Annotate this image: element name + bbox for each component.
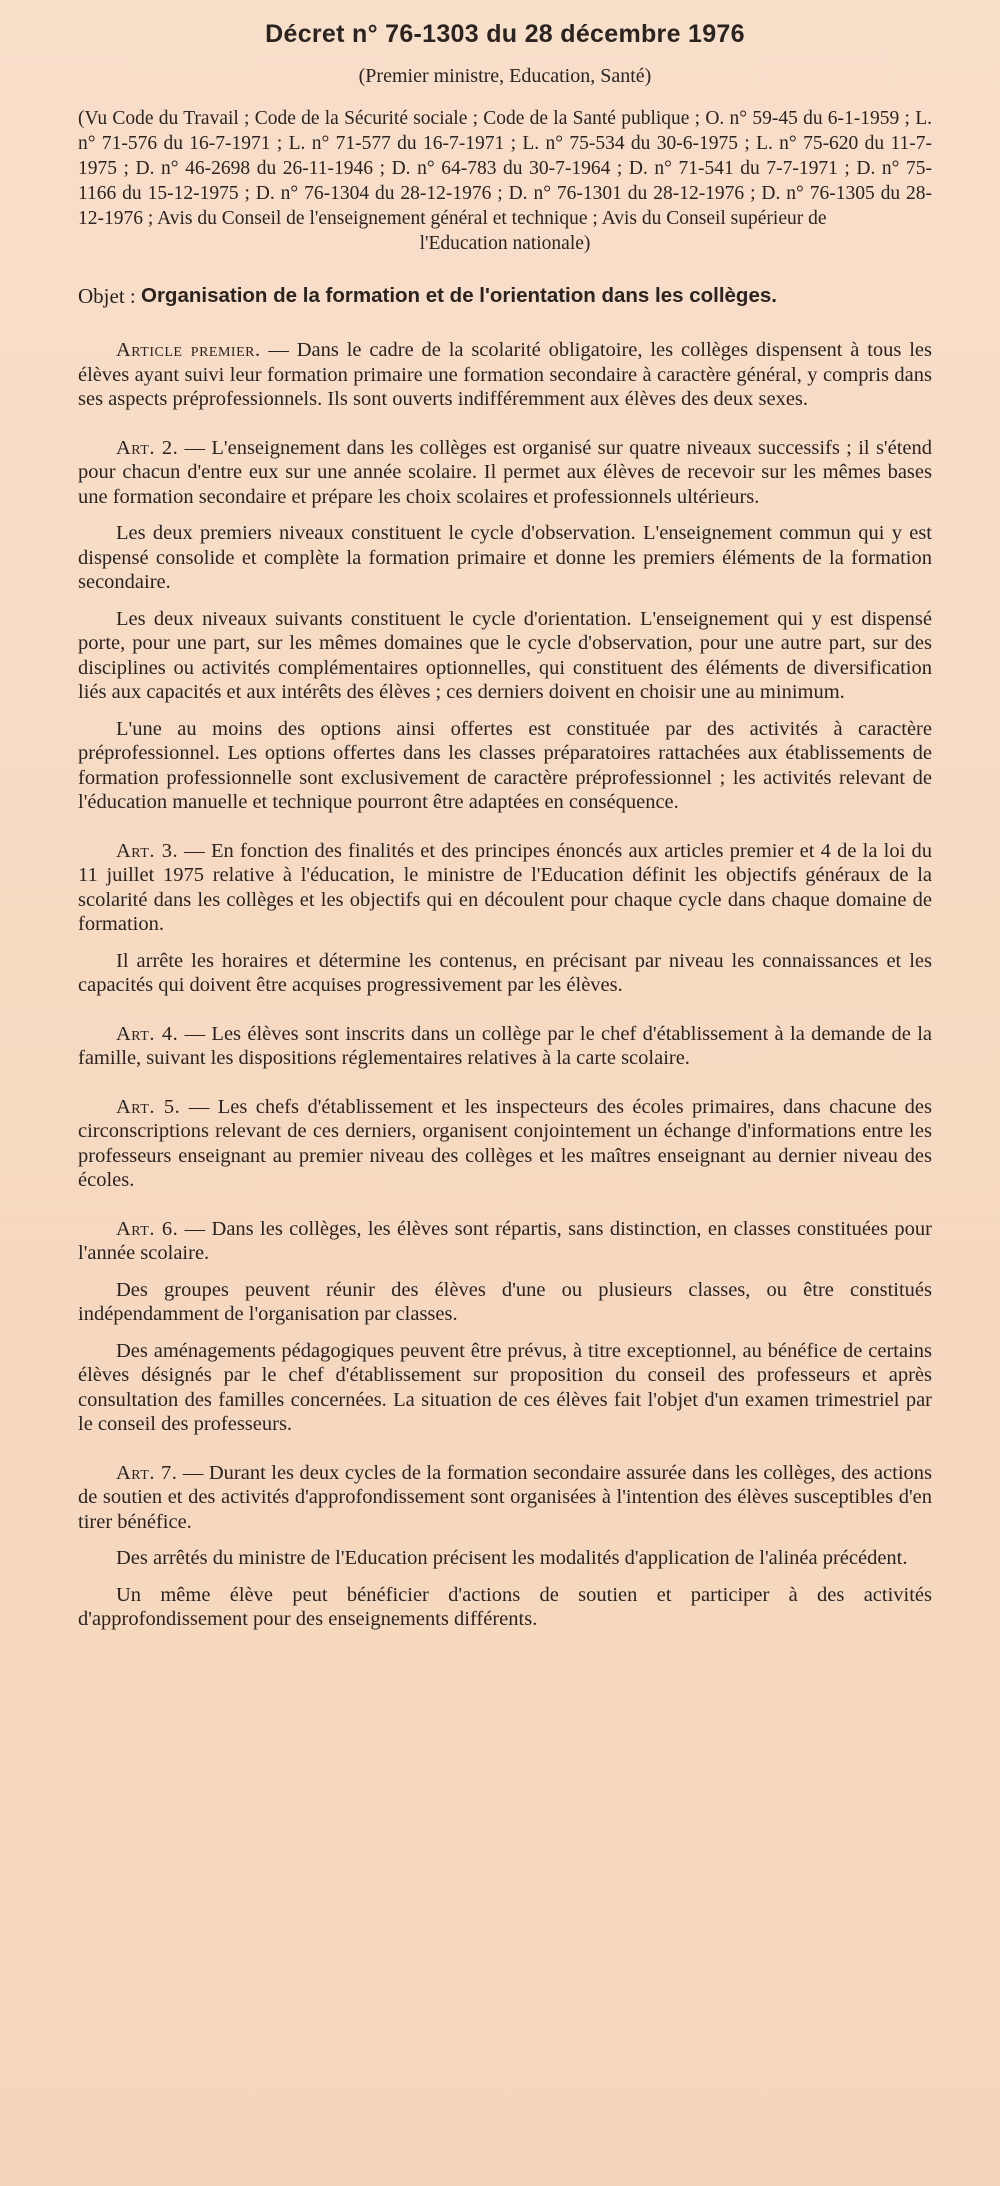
article-paragraph [78,717,932,815]
article [78,436,932,815]
article-text: — Les chefs d'établissement et les inspecteurs des écoles primaires, dans chacune des circonscriptions relevant de ces derniers, organisent conjointement un échange d'informations entre les professeurs enseignant au premier niveau des collèges et les maîtres enseignant au dernier niveau des écoles. [78,1095,932,1191]
article-text: L'une au moins des options ainsi offertes est constituée par des activités à caractère préprofessionnel. Les options offertes dans les classes préparatoires rattachées aux établissements de formation professionnelle sont exclusivement de caractère préprofessionnel ; les activités relevant de l'éducation manuelle et technique pourront être adaptées en conséquence. [78,717,932,813]
article-label: Art. 3. [116,839,179,862]
article-text: — Dans le cadre de la scolarité obligatoire, les collèges dispensent à tous les élèves ayant suivi leur formation primaire une formation secondaire à caractère général, y compris dans ses aspects préprofessionnels. Ils sont ouverts indifféremment aux élèves des deux sexes. [78,339,932,410]
article-label: Art. 7. [116,1461,178,1484]
article-label: Article premier. [116,339,261,361]
article-paragraph [78,949,932,998]
objet-label: Objet : [78,284,141,308]
article-text: Un même élève peut bénéficier d'actions de soutien et participer à des activités d'approfondissement pour des enseignements différents. [78,1583,932,1630]
article-text: Des arrêtés du ministre de l'Education précisent les modalités d'application de l'alinéa précédent. [116,1547,908,1569]
article-text: — Durant les deux cycles de la formation secondaire assurée dans les collèges, des actions de soutien et des activités d'approfondissement sont organisées à l'intention des élèves susceptibles d'en tirer bénéfice. [78,1461,932,1533]
article-text: Les deux niveaux suivants constituent le cycle d'orientation. L'enseignement qui y est dispensé porte, pour une part, sur les mêmes domaines que le cycle d'observation, pour une autre part, sur des disciplines ou activités complémentaires optionnelles, qui constituent des éléments de diversification liés aux capacités et aux intérêts des élèves ; ces derniers doivent en choisir une au minimum. [78,607,932,703]
article-paragraph [78,1022,932,1071]
article-paragraph [78,1546,932,1571]
article-text: — En fonction des finalités et des principes énoncés aux articles premier et 4 de la loi du 11 juillet 1975 relative à l'éducation, le ministre de l'Education définit les objectifs généraux de la scolarité dans les collèges et les objectifs qui en découlent pour chaque cycle dans chaque domaine de formation. [78,839,932,935]
article-paragraph [78,1095,932,1193]
article-text: — Les élèves sont inscrits dans un collège par le chef d'établissement à la demande de la famille, suivant les dispositions réglementaires relatives à la carte scolaire. [78,1022,932,1069]
article-paragraph [78,839,932,937]
article-paragraph [78,338,932,412]
article [78,1095,932,1193]
references-text: (Vu Code du Travail ; Code de la Sécurité sociale ; Code de la Santé publique ; O. n° 59-45 du 6-1-1959 ; L. n° 71-576 du 16-7-1971 ; L. n° 71-577 du 16-7-1971 ; L. n° 75-534 du 30-6-1975 ; L. n° 75-620 du 11-7-1975 ; D. n° 46-2698 du 26-11-1946 ; D. n° 64-783 du 30-7-1964 ; D. n° 71-541 du 7-7-1971 ; D. n° 75-1166 du 15-12-1975 ; D. n° 76-1304 du 28-12-1976 ; D. n° 76-1301 du 28-12-1976 ; D. n° 76-1305 du 28-12-1976 ; Avis du Conseil de l'enseignement général et technique ; Avis du Conseil supérieur de [78,108,932,229]
objet-line [78,282,932,310]
article-text: Il arrête les horaires et détermine les contenus, en précisant par niveau les connaissances et les capacités qui doivent être acquises progressivement par les élèves. [78,949,932,996]
article [78,338,932,412]
article-paragraph [78,1583,932,1632]
ministries-line: (Premier ministre, Education, Santé) [358,65,652,87]
article-text: Les deux premiers niveaux constituent le cycle d'observation. L'enseignement commun qui y est dispensé consolide et complète la formation primaire et donne les premiers éléments de la formation secondaire. [78,522,932,593]
decree-title: Décret n° 76-1303 du 28 décembre 1976 [265,20,745,48]
articles-list [78,338,932,1632]
article [78,1022,932,1071]
article-text: Des groupes peuvent réunir des élèves d'une ou plusieurs classes, ou être constitués indépendamment de l'organisation par classes. [78,1278,932,1325]
article [78,1461,932,1632]
article-paragraph [78,521,932,595]
references-last-line: l'Education nationale) [419,233,591,254]
article [78,1217,932,1437]
article-paragraph [78,1461,932,1535]
article-paragraph [78,1278,932,1327]
article-label: Art. 2. [116,436,179,459]
article-text: Des aménagements pédagogiques peuvent être prévus, à titre exceptionnel, au bénéfice de certains élèves désignés par le chef d'établissement sur proposition du conseil des professeurs et après consultation des familles concernées. La situation de ces élèves fait l'objet d'un examen trimestriel par le conseil des professeurs. [78,1339,932,1435]
article-text: — Dans les collèges, les élèves sont répartis, sans distinction, en classes constituées pour l'année scolaire. [78,1217,932,1264]
article-text: — L'enseignement dans les collèges est organisé sur quatre niveaux successifs ; il s'étend pour chacun d'entre eux sur une année scolaire. Il permet aux élèves de recevoir sur les mêmes bases une formation secondaire et prépare les choix scolaires et professionnels ultérieurs. [78,436,933,508]
article-paragraph [78,1217,932,1266]
legal-references [78,106,932,256]
article-label: Art. 6. [116,1217,179,1240]
article-paragraph [78,436,932,510]
objet-text: Organisation de la formation et de l'orientation dans les collèges. [141,284,777,307]
article-label: Art. 4. [116,1022,179,1045]
article [78,839,932,998]
article-paragraph [78,1339,932,1437]
article-paragraph [78,607,932,705]
article-label: Art. 5. [116,1095,181,1118]
